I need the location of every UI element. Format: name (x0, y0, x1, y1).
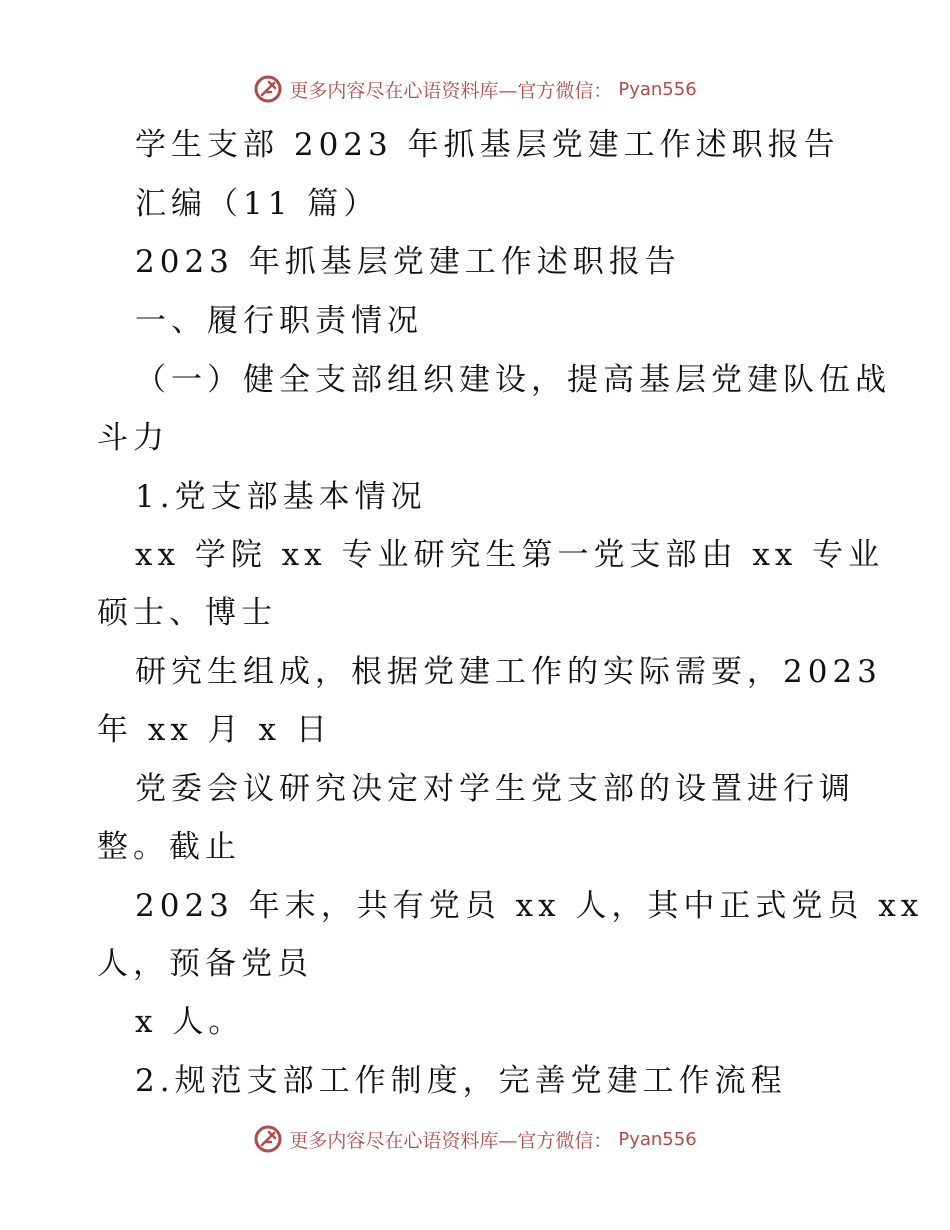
quill-logo-icon (253, 1124, 283, 1154)
heading-1-1-cont: 斗力 (97, 420, 169, 456)
subheading-2: 2.规范支部工作制度，完善党建工作流程 (135, 1063, 787, 1099)
subheading-1: 1.党支部基本情况 (135, 479, 427, 515)
paragraph-line: 整。截止 (97, 829, 241, 865)
watermark-header (0, 74, 950, 104)
quill-logo-icon (253, 74, 283, 104)
paragraph-line: 人，预备党员 (97, 946, 313, 982)
watermark-footer (0, 1124, 950, 1154)
paragraph-line: 年 xx 月 x 日 (97, 712, 332, 748)
heading-1-1: （一）健全支部组织建设，提高基层党建队伍战 (135, 362, 891, 398)
paragraph-line: xx 学院 xx 专业研究生第一党支部由 xx 专业 (135, 537, 885, 573)
doc-title-line-2: 汇编（11 篇） (135, 186, 380, 222)
paragraph-line: x 人。 (135, 1004, 245, 1040)
watermark-text: 更多内容尽在心语资料库—官方微信： (289, 1129, 613, 1152)
paragraph-line: 2023 年末，共有党员 xx 人，其中正式党员 xx (135, 888, 924, 924)
section-title: 2023 年抓基层党建工作述职报告 (135, 244, 681, 280)
heading-1: 一、履行职责情况 (135, 303, 423, 339)
paragraph-line: 研究生组成，根据党建工作的实际需要，2023 (135, 654, 882, 690)
doc-title-line-1: 学生支部 2023 年抓基层党建工作述职报告 (135, 127, 840, 163)
paragraph-line: 党委会议研究决定对学生党支部的设置进行调 (135, 771, 855, 807)
paragraph-line: 硕士、博士 (97, 595, 277, 631)
watermark-wechat-id: Pyan556 (618, 78, 697, 100)
watermark-wechat-id: Pyan556 (618, 1128, 697, 1150)
watermark-text: 更多内容尽在心语资料库—官方微信： (289, 79, 613, 102)
